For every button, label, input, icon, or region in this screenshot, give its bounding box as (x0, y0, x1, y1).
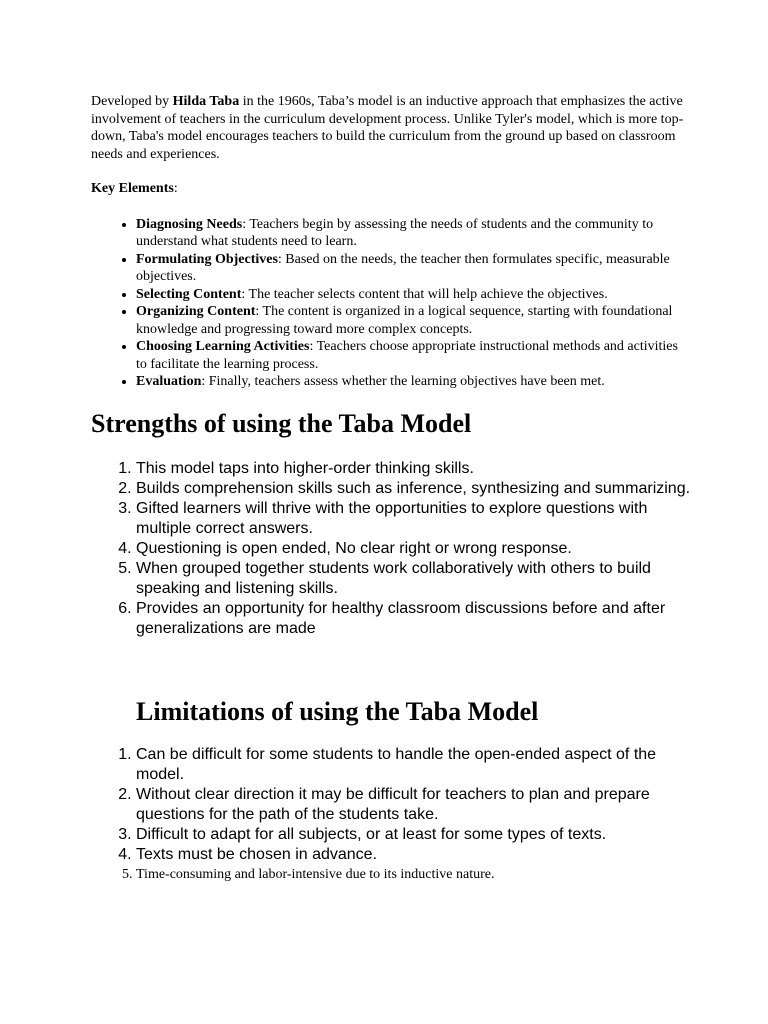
list-item: 1. This model taps into higher-order thinking skills. (136, 459, 691, 479)
strengths-heading: Strengths of using the Taba Model (91, 408, 472, 438)
intro-author: Hilda Taba (172, 94, 240, 109)
list-item: 4. Questioning is open ended, No clear right or wrong response. (136, 539, 691, 559)
limitations-list (91, 745, 691, 885)
list-item: 6. Provides an opportunity for healthy classroom discussions before and after generalizations are made (136, 599, 691, 639)
document-page (91, 93, 691, 885)
intro-prefix: Developed by (91, 94, 173, 109)
key-elements-list (91, 216, 691, 391)
list-item: 3. Gifted learners will thrive with the opportunities to explore questions with multiple correct answers. (136, 499, 691, 539)
list-item: 4. Texts must be chosen in advance. (136, 845, 691, 865)
intro-suffix: in the 1960s, Taba’s model is an inductive approach that emphasizes the active involvement of teachers in the curriculum development process. Unlike Tyler's model, which is more top-down, Taba's model encourages teachers to build the curriculum from the ground up based on classroom needs and experiences. (91, 94, 684, 162)
list-item: 1. Can be difficult for some students to handle the open-ended aspect of the model. (136, 745, 691, 785)
list-item: • Evaluation: Finally, teachers assess whether the learning objectives have been met. (136, 373, 691, 391)
key-elements-label: Key Elements: (91, 181, 178, 196)
list-item: • Selecting Content: The teacher selects content that will help achieve the objectives. (136, 286, 691, 304)
list-item: • Organizing Content: The content is organized in a logical sequence, starting with foundational knowledge and progressing toward more complex concepts. (136, 303, 691, 338)
limitations-heading: Limitations of using the Taba Model (136, 696, 539, 726)
list-item: • Choosing Learning Activities: Teachers choose appropriate instructional methods and activities to facilitate the learning process. (136, 338, 691, 373)
list-item: 3. Difficult to adapt for all subjects, or at least for some types of texts. (136, 825, 691, 845)
list-item: • Formulating Objectives: Based on the needs, the teacher then formulates specific, measurable objectives. (136, 251, 691, 286)
list-item: 2. Builds comprehension skills such as inference, synthesizing and summarizing. (136, 479, 691, 499)
list-item: 2. Without clear direction it may be difficult for teachers to plan and prepare questions for the path of the students take. (136, 785, 691, 825)
intro-paragraph (91, 93, 691, 163)
list-item: • Diagnosing Needs: Teachers begin by assessing the needs of students and the community to understand what students need to learn. (136, 216, 691, 251)
list-item: 5. When grouped together students work collaboratively with others to build speaking and listening skills. (136, 559, 691, 599)
list-item: 5. Time-consuming and labor-intensive due to its inductive nature. (136, 865, 691, 885)
strengths-list (91, 459, 691, 639)
